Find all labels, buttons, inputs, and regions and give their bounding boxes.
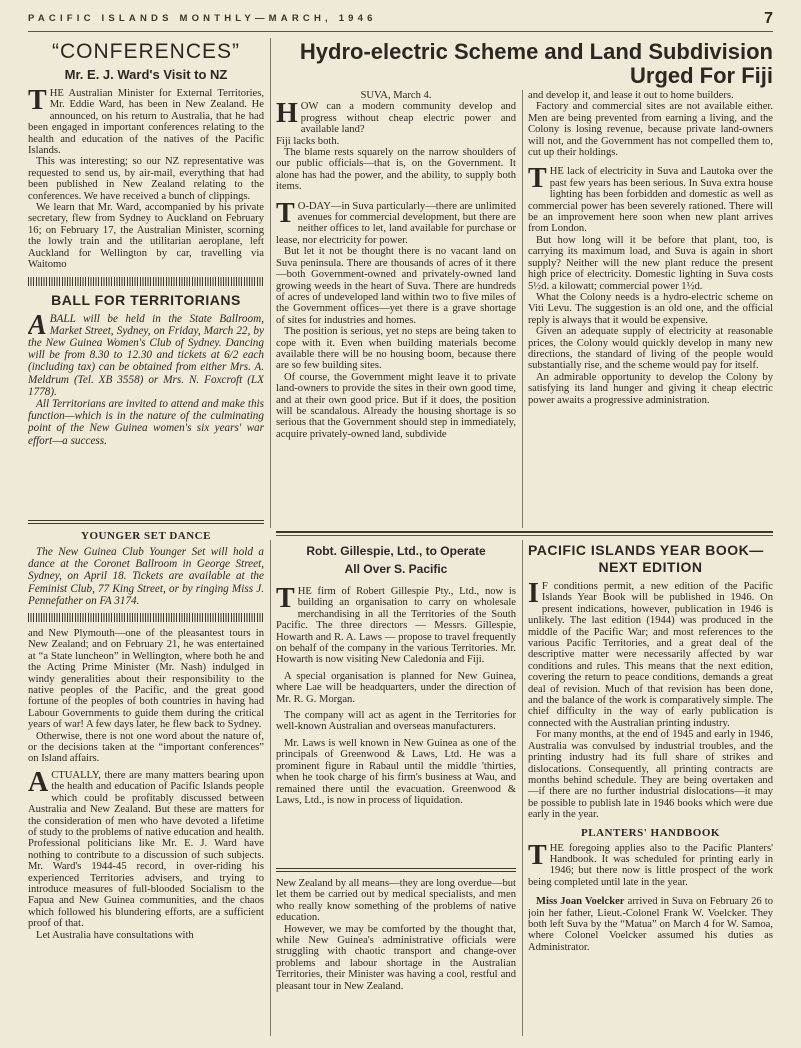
dateline: SUVA, March 4. (360, 90, 432, 101)
drop-cap: I (528, 578, 539, 609)
hydro-paragraph: and develop it, and lease it out to home builders. (528, 90, 734, 101)
hydro-paragraph: Fiji lacks both. (276, 135, 340, 147)
hydro-title: Hydro-electric Scheme and Land Subdivision Urged For Fiji (299, 40, 773, 88)
yearbook-title-line2: NEXT EDITION (598, 559, 703, 575)
voelcker-paragraph: Miss Joan Voelcker arrived in Suva on February 26 to join her father, Lieut.-Colonel Frank W. Voelcker. They both left Suva by the “Matua” on March 4 for W. Samoa, where Colonel Voelcker assumed his duties as Administrator. (528, 896, 773, 953)
hydro-paragraph: Given an adequate supply of electricity at reasonable prices, the Colony would quickly develop in many new directions, the standard of living of the people would substantially rise, and the scheme would pay for itself. (528, 326, 773, 372)
drop-cap: T (28, 85, 47, 116)
gillespie-paragraph: The company will act as agent in the Territories for well-known Australian and overseas manufacturers. (276, 710, 516, 733)
drop-cap: H (276, 98, 298, 130)
ornamental-rule (28, 277, 264, 286)
column-rule-left-bottom (270, 540, 271, 1036)
left-column-bottom (28, 528, 264, 1040)
running-header (28, 10, 773, 30)
yearbook-title-line1: PACIFIC ISLANDS YEAR BOOK— (528, 542, 764, 558)
drop-cap: T (528, 163, 547, 195)
middle-divider (276, 868, 516, 869)
planters-handbook-title: PLANTERS' HANDBOOK (581, 826, 720, 839)
conferences-continuation (276, 878, 516, 1040)
drop-cap: A (28, 309, 47, 341)
hydro-paragraph: Of course, the Government might leave it to private land-owners to provide the sites in their own good time, and at their own good price. But if it does, the position will be scandalous. Already the housing shortage is so serious that the Government should step in immediately, acquire privately-owned land, subdivide (276, 371, 516, 440)
drop-cap: T (276, 197, 295, 229)
hydro-paragraph: An admirable opportunity to develop the Colony by satisfying its land hunger and giving it cheap electric power awaits a progressive administration. (528, 371, 773, 406)
yearbook-paragraph: For many months, at the end of 1945 and early in 1946, Australia was convulsed by industrial troubles, and the printing industry had its full share of strikes and dislocations. Consequently, all printing contracts are months behind schedule. They are being overtaken and —if there are no further industrial dislocations—it may be possible to publish late in 1946 books which were due early in the year. (528, 729, 773, 821)
gillespie-article (276, 542, 516, 858)
gillespie-title-line2: All Over S. Pacific (344, 562, 448, 576)
conferences-subtitle: Mr. E. J. Ward's Visit to NZ (64, 67, 228, 82)
gillespie-paragraph: A special organisation is planned for New Guinea, where Lae will be headquarters, under the direction of Mr. R. G. Morgan. (276, 670, 516, 705)
hydro-paragraph: Factory and commercial sites are not available either. Men are being prevented from earning a living, and the Colony is losing revenue, because private land-owners will not, and the Government has not compelled them to, cut up their holdings. (528, 101, 773, 159)
conferences-paragraph: THE Australian Minister for External Territories, Mr. Eddie Ward, has been in New Zealand. He announced, on his return to Australia, that he had been engaged in important conferences relating to the health and education of the natives of the Pacific Islands. (28, 85, 264, 157)
hydro-paragraph: The blame rests squarely on the narrow shoulders of our public officials—that is, on the Government. It alone has had the power, and the ability, to supply both items. (276, 147, 516, 193)
hydro-paragraph: T O-DAY—in Suva particularly—there are unlimited avenues for commercial development, but there are neither offices to let, land available for purchase or lease, nor electricity for power. (276, 197, 516, 246)
yearbook-paragraph: THE foregoing applies also to the Pacific Planters' Handbook. It was scheduled for printing early in 1946; but there now is little prospect of the work being completed until late in the year. (528, 839, 773, 888)
conferences-title: “CONFERENCES” (51, 40, 240, 63)
column-rule-left-top (270, 38, 271, 528)
hydro-paragraph: The position is serious, yet no steps are being taken to cope with it. Even when building materials become available there will be no housing boom, because there are so few building sites. (276, 326, 516, 372)
conferences-continued: However, we may be comforted by the thought that, while New Guinea's administrative officials were struggling with chaotic transport and change-over problems and labour shortage in the Australian Territories, their Minister was having a cool, restful and pleasant tour in New Zealand. (276, 923, 516, 992)
running-title: PACIFIC ISLANDS MONTHLY—MARCH, 1946 (28, 13, 377, 24)
gillespie-paragraph: Mr. Laws is well known in New Guinea as one of the principals of Greenwood & Laws, Ltd. He was a prominent figure in Rabaul until the middle 'thirties, when he took charge of his firm's business at Wau, and remained there until the evacuation. Greenwood & Laws, Ltd., is now in process of liquidation. (276, 737, 516, 806)
hydro-column-middle (276, 90, 516, 530)
left-column-top (28, 40, 264, 536)
younger-set-title: YOUNGER SET DANCE (81, 530, 211, 542)
page-number: 7 (764, 10, 773, 27)
left-divider (28, 520, 264, 521)
middle-divider-thin (276, 871, 516, 872)
hydro-paragraph: But how long will it be before that plant, too, is carrying its maximum load, and Suva is again in short supply? Neither will the new plant reduce the present high price of electricity. Domestic lighting in Suva costs 5½d. a kilowatt; commercial power 1½d. (528, 234, 773, 292)
drop-cap: T (528, 839, 547, 871)
hydro-paragraph: THE lack of electricity in Suva and Lautoka over the past few years has been serious. In Suva extra house lighting has been forbidden and domestic as well as commercial power has been severely rationed. There will be an improvement here soon when new plant arrives from London. (528, 163, 773, 235)
conferences-continued: Otherwise, there is not one word about the nature of, or the decisions taken at the “important conferences” on Island affairs. (28, 730, 264, 765)
drop-cap: A (28, 766, 49, 798)
left-divider-thin (28, 523, 264, 524)
section-divider (276, 531, 773, 533)
hydro-column-right (528, 90, 773, 530)
conferences-continued: New Zealand by all means—they are long overdue—but let them be carried out by medical specialists, and men who really know something of the problems of native education. (276, 878, 516, 924)
gillespie-paragraph: THE firm of Robert Gillespie Pty., Ltd., now is building an organisation to carry on wholesale merchandising in all the Territories of the South Pacific. The three directors — Messrs. Gillespie, Howarth and R. A. Laws — propose to travel frequently on behalf of the company in the various Territories. Mr. Howarth is now visiting New Caledonia and Fiji. (276, 583, 516, 666)
header-rule (28, 31, 773, 32)
column-rule-right-bottom (522, 540, 523, 1036)
younger-set-paragraph: The New Guinea Club Younger Set will hold a dance at the Coronet Ballroom in George Street, Sydney, on April 18. Tickets are available at the Feminist Club, 77 King Street, or by ringing Miss J. Pennefather on FA 3174. (28, 546, 264, 607)
yearbook-paragraph: I F conditions permit, a new edition of the Pacific Islands Year Book will be published in 1946. On present indications, however, publication in 1946 is unlikely. The last edition (1944) was produced in the middle of the Pacific War; and most references to the various Pacific Territories, and a great deal of the descriptive matter were necessarily affected by war conditions and rules. This means that the next edition, covering the return to peace conditions, demands a great deal of revision. Much of that revision has been done, and the balance of the work is comparatively simple. The chief difficulty in the way of early publication is connected with the Australian printing industry. (528, 578, 773, 729)
gillespie-title-line1: Robt. Gillespie, Ltd., to Operate (306, 544, 486, 558)
ornamental-rule (28, 613, 264, 622)
column-rule-right-top (522, 90, 523, 528)
conferences-paragraph: This was interesting; so our NZ representative was requested to send us, by air-mail, everything that had been published in New Zealand relating to the conferences. We have received a bunch of clippings. (28, 156, 264, 202)
ball-title: BALL FOR TERRITORIANS (51, 291, 241, 308)
conferences-paragraph: We learn that Mr. Ward, accompanied by his private secretary, flew from Sydney to Auckland on February 16; on February 17, the Australian Minister, scorning the lowly train and the utilitarian aeroplane, left Auckland for Wellington by car, travelling via Waitomo (28, 202, 264, 271)
hydro-paragraph: But let it not be thought there is no vacant land on Suva peninsula. There are thousands of acres of it there—both Government-owned and privately-owned land growing weeds in the heart of Suva. There are hundreds of acres of undeveloped land within two to five miles of the Government offices—yet there is a grave shortage of sites for industries and homes. (276, 246, 516, 326)
conferences-continued: and New Plymouth—one of the pleasantest tours in New Zealand; and on February 21, he was entertained at “a State luncheon” in Wellington, where both he and the Acting Prime Minister (Mr. Nash) indulged in windy generalities about their responsibility to the native peoples of the Pacific, and the great good fortune of the peoples of both countries in having had Labour Governments to guide them during the critical years of war! A few days later, he flew back to Sydney. (28, 628, 264, 731)
section-divider-thin (276, 535, 773, 536)
conferences-continued: Let Australia have consultations with (36, 929, 194, 941)
drop-cap: T (276, 583, 295, 614)
voelcker-lead: Miss Joan Voelcker (536, 896, 625, 908)
ball-paragraph: ABALL will be held in the State Ballroom, Market Street, Sydney, on Friday, March 22, by the New Guinea Women's Club of Sydney. Dancing will be from 8.30 to 12.30 and tickets at 6/2 each (including tax) can be obtained from either Mrs. A. Meldrum (Tel. XB 3558) or Mrs. N. Foxcroft (LX 1778). (28, 309, 264, 398)
hydro-paragraph: HOW can a modern community develop and progress without cheap electric power and available land? (276, 98, 516, 136)
yearbook-article (528, 542, 773, 1040)
ball-paragraph: All Territorians are invited to attend and make this function—which is in the nature of the culminating point of the New Guinea women's six years' war effort—a success. (28, 397, 264, 447)
hydro-paragraph: What the Colony needs is a hydro-electric scheme on Viti Levu. The suggestion is an old one, and the official reply is always that it would be expensive. (528, 291, 773, 326)
hydro-headline (276, 40, 773, 88)
conferences-continued: ACTUALLY, there are many matters bearing upon the health and education of Pacific Islands people which could be profitably discussed between Australia and New Zealand. But these are matters for the consideration of men who have devoted a lifetime of study to the problems of native education and health. Professional politicians like Mr. E. J. Ward have nothing to contribute to a discussion of such subjects. Mr. Ward's 1944-45 record, in over-riding his experienced Territories advisers, and trying to introduce measures of full-blooded Socialism to the Fapua and New Guinea communities, and the chaos which followed his blundering efforts, are a sufficient proof of that. (28, 766, 264, 930)
